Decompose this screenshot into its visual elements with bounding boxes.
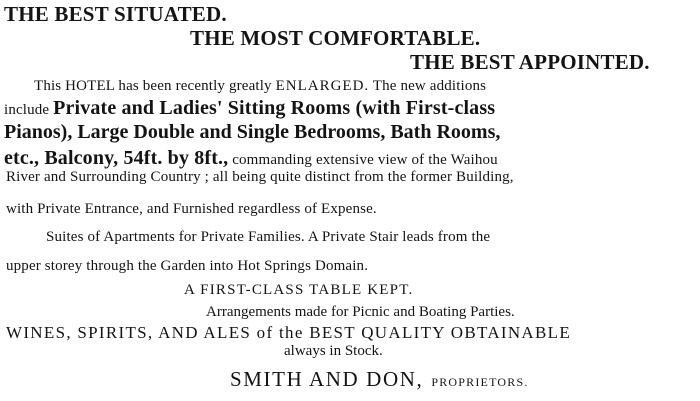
proprietors-line: [230, 369, 529, 390]
suites-line-1: Suites of Apartments for Private Families. A Private Stair leads from the: [46, 229, 491, 245]
description-text: commanding extensive view of the Waihou: [228, 152, 498, 168]
arrangements-line: Arrangements made for Picnic and Boating Parties.: [206, 304, 515, 320]
description-line-3: Pianos), Large Double and Single Bedrooms, Bath Rooms,: [4, 121, 501, 143]
wines-line: WINES, SPIRITS, AND ALES of the BEST QUALITY OBTAINABLE: [6, 323, 572, 342]
heading-best-situated: THE BEST SITUATED.: [4, 2, 227, 26]
heading-best-appointed: THE BEST APPOINTED.: [410, 50, 650, 74]
description-text: include: [4, 102, 54, 118]
description-line-2: [4, 98, 495, 118]
proprietors-title: PROPRIETORS.: [431, 375, 529, 389]
description-line-6: with Private Entrance, and Furnished regardless of Expense.: [6, 201, 377, 217]
description-text: The new additions: [369, 78, 487, 94]
table-kept-line: A FIRST-CLASS TABLE KEPT.: [184, 282, 414, 298]
description-line-4: [4, 148, 498, 168]
stock-line: always in Stock.: [284, 343, 383, 359]
rooms-text: Private and Ladies' Sitting Rooms (with First-class: [53, 97, 496, 119]
description-line-5: River and Surrounding Country ; all being quite distinct from the former Building,: [6, 169, 514, 185]
proprietor-names: SMITH AND DON,: [230, 367, 424, 391]
description-text: This HOTEL has been recently greatly: [34, 78, 276, 94]
suites-line-2: upper storey through the Garden into Hot Springs Domain.: [6, 258, 369, 274]
enlarged-text: ENLARGED.: [275, 78, 370, 94]
description-line-1: [34, 79, 486, 94]
balcony-text: etc., Balcony, 54ft. by 8ft.,: [4, 147, 229, 169]
heading-most-comfortable: THE MOST COMFORTABLE.: [190, 26, 481, 50]
